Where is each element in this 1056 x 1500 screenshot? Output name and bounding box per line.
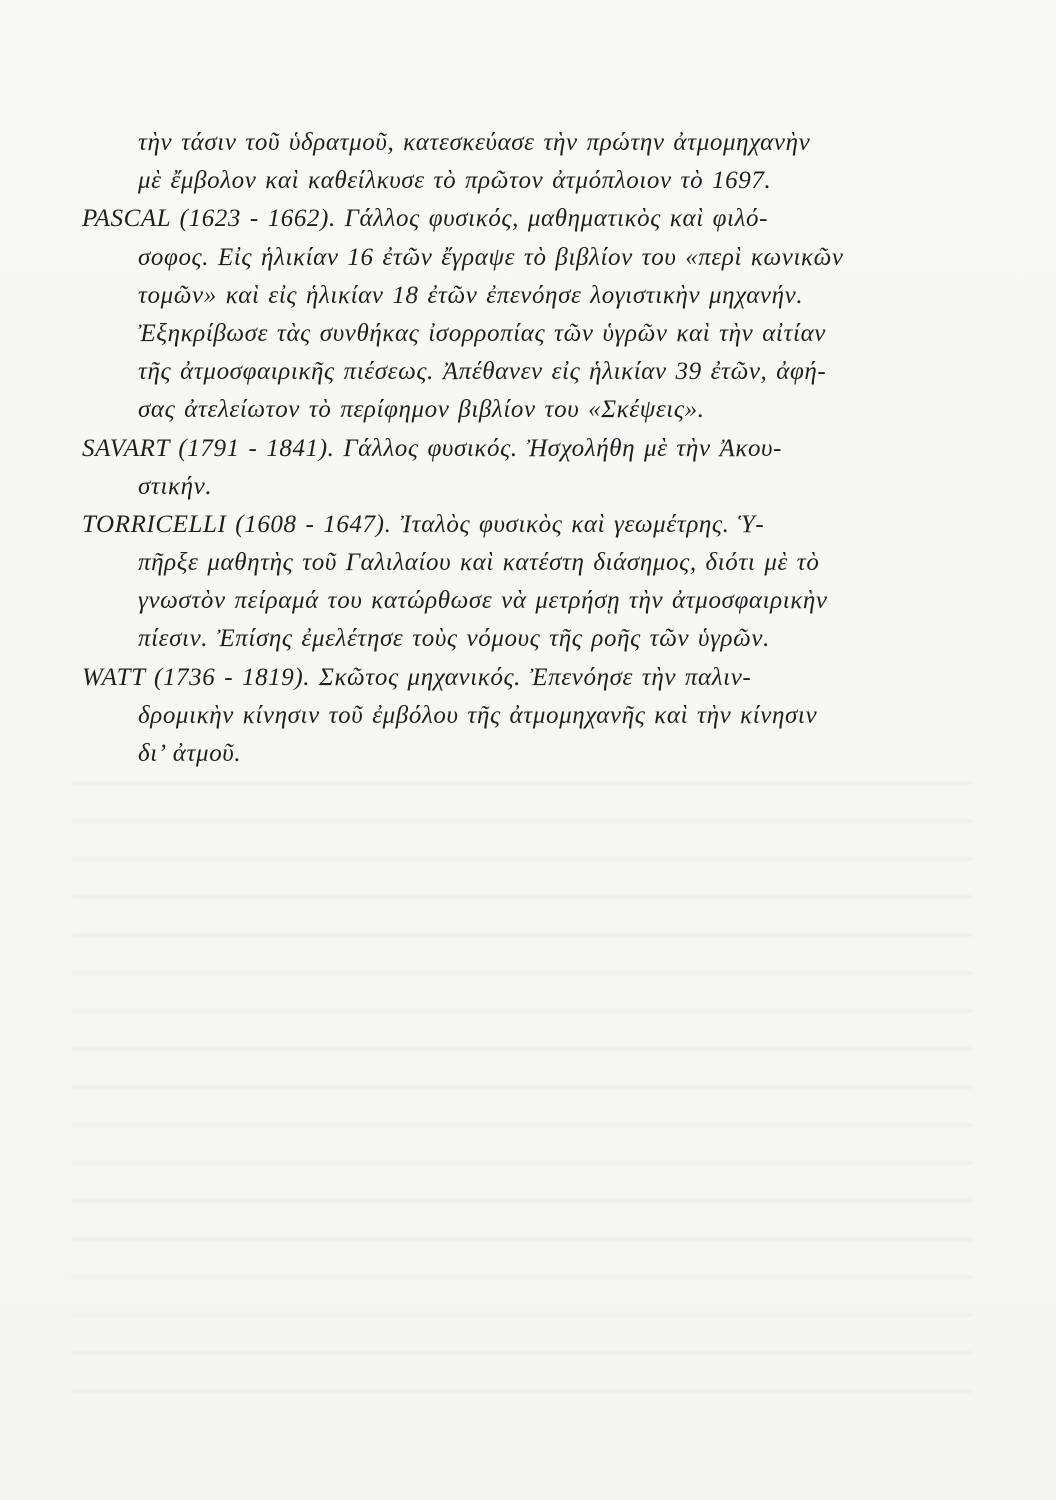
text-line: δρομικὴν κίνησιν τοῦ ἐμβόλου τῆς ἀτμομηχανῆς καὶ τὴν κίνησιν <box>138 701 818 729</box>
text-line: μὲ ἔμβολον καὶ καθείλκυσε τὸ πρῶτον ἀτμόπλοιον τὸ 1697. <box>138 167 772 195</box>
biographical-entries <box>82 124 952 773</box>
entry-watt: WATT (1736 - 1819). Σκῶτος μηχανικός. Ἐπενόησε τὴν παλιν- <box>82 663 752 691</box>
entry-pascal: PASCAL (1623 - 1662). Γάλλος φυσικός, μαθηματικὸς καὶ φιλό- <box>82 205 769 233</box>
text-line: γνωστὸν πείραμά του κατώρθωσε νὰ μετρήσῃ τὴν ἀτμοσφαιρικὴν <box>138 587 828 615</box>
text-line: σας ἀτελείωτον τὸ περίφημον βιβλίον του «Σκέψεις». <box>138 396 705 424</box>
entry-torricelli: TORRICELLI (1608 - 1647). Ἰταλὸς φυσικὸς καὶ γεωμέτρης. Ὑ- <box>82 510 765 538</box>
text-line: δι’ ἀτμοῦ. <box>138 740 242 767</box>
text-line: πῆρξε μαθητὴς τοῦ Γαλιλαίου καὶ κατέστη διάσημος, διότι μὲ τὸ <box>138 549 820 577</box>
text-line: σοφος. Εἰς ἡλικίαν 16 ἐτῶν ἔγραψε τὸ βιβλίον του «περὶ κωνικῶν <box>138 243 844 271</box>
text-line: τῆς ἀτμοσφαιρικῆς πιέσεως. Ἀπέθανεν εἰς ἡλικίαν 39 ἐτῶν, ἀφή- <box>138 358 827 386</box>
text-line: πίεσιν. Ἐπίσης ἐμελέτησε τοὺς νόμους τῆς ροῆς τῶν ὑγρῶν. <box>138 625 770 653</box>
text-line: Ἐξηκρίβωσε τὰς συνθήκας ἰσορροπίας τῶν ὑγρῶν καὶ τὴν αἰτίαν <box>138 319 826 347</box>
text-line: τὴν τάσιν τοῦ ὑδρατμοῦ, κατεσκεύασε τὴν πρώτην ἀτμομηχανὴν <box>138 129 811 156</box>
text-line: τομῶν» καὶ εἰς ἡλικίαν 18 ἐτῶν ἐπενόησε λογιστικὴν μηχανήν. <box>138 281 804 309</box>
show-through-text <box>72 760 972 1410</box>
text-line: στικήν. <box>138 472 213 500</box>
entry-savart: SAVART (1791 - 1841). Γάλλος φυσικός. Ἠσχολήθη μὲ τὴν Ἀκου- <box>82 434 783 462</box>
